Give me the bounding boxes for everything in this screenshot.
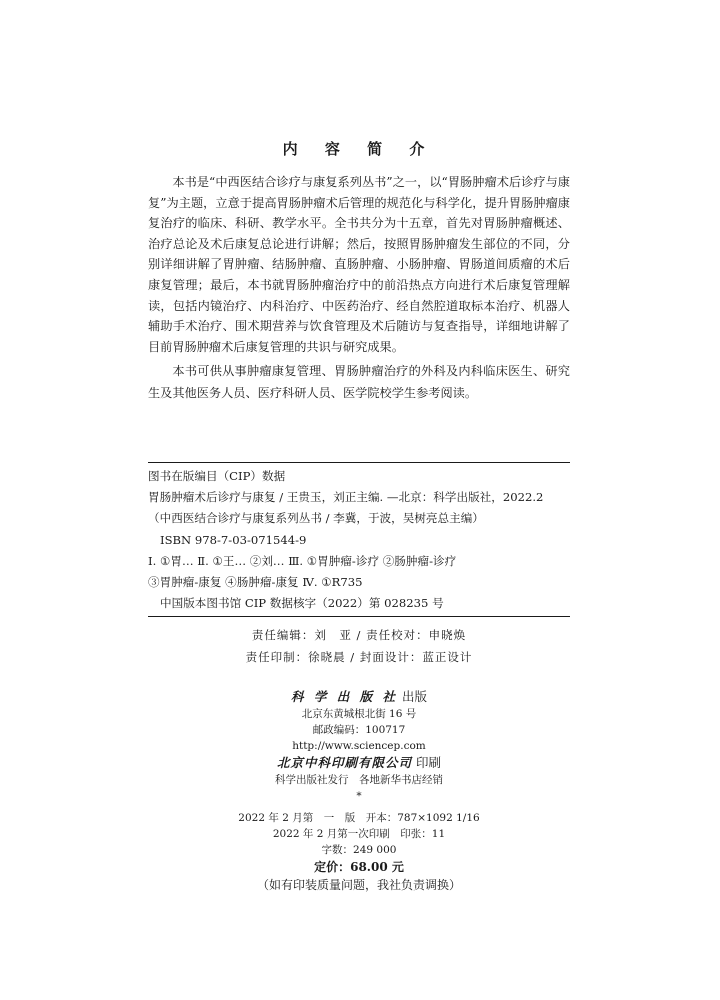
editorial-staff [148, 624, 570, 668]
publisher-postcode: 邮政编码：100717 [312, 724, 406, 736]
quality-notice: （如有印装质量问题，我社负责调换） [256, 878, 461, 892]
edition-line: 2022 年 2 月第 一 版 开本：787×1092 1/16 [238, 812, 480, 824]
publisher-url: http://www.sciencep.com [292, 740, 426, 752]
book-introduction [148, 172, 570, 404]
publisher-suffix: 出版 [401, 689, 427, 704]
page-title: 内 容 简 介 [282, 140, 436, 158]
intro-paragraph-2: 本书可供从事肿瘤康复管理、胃肠肿瘤治疗的外科及内科临床医生、研究生及其他医务人员、医疗科研人员、医学院校学生参考阅读。 [148, 364, 570, 401]
separator-star: * [356, 790, 362, 802]
word-count: 字数：249 000 [321, 844, 397, 856]
printing-line: 2022 年 2 月第一次印刷 印张：11 [272, 828, 446, 840]
publication-info [148, 688, 570, 894]
intro-paragraph-1: 本书是“中西医结合诊疗与康复系列丛书”之一，以“胃肠肿瘤术后诊疗与康复”为主题，立意于提高胃肠肿瘤术后管理的规范化与科学化，提升胃肠肿瘤康复治疗的临床、科研、教学水平。全书共分为十五章，首先对胃肠肿瘤概述、治疗总论及术后康复总论进行讲解；然后，按照胃肠肿瘤发生部位的不同，分别详细讲解了胃肿瘤、结肠肿瘤、直肠肿瘤、小肠肿瘤、胃肠道间质瘤的术后康复管理；最后，本书就胃肠肿瘤治疗中的前沿热点方向进行术后康复管理解读，包括内镜治疗、内科治疗、中医药治疗、经自然腔道取标本治疗、机器人辅助手术治疗、围术期营养与饮食管理及术后随访与复查指导，详细地讲解了目前胃肠肿瘤术后康复管理的共识与研究成果。 [148, 175, 570, 354]
publisher-address: 北京东黄城根北街 16 号 [301, 708, 417, 720]
cip-approval-number: 中国版本图书馆 CIP 数据核字（2022）第 028235 号 [160, 596, 444, 611]
publisher-line [148, 688, 570, 706]
cip-classification-2: ③胃肿瘤-康复 ④肠肿瘤-康复 Ⅳ. ①R735 [148, 574, 363, 589]
distribution-line: 科学出版社发行 各地新华书店经销 [275, 774, 443, 786]
cip-series-line: （中西医结合诊疗与康复系列丛书 / 李冀，于波，吴树亮总主编） [148, 511, 484, 526]
cip-classification-1: Ⅰ. ①胃… Ⅱ. ①王… ②刘… Ⅲ. ①胃肿瘤-诊疗 ②肠肿瘤-诊疗 [148, 553, 457, 568]
publisher-name: 科 学 出 版 社 [291, 689, 398, 704]
price: 定价：68.00 元 [314, 860, 404, 874]
staff-line-1: 责任编辑：刘 亚 / 责任校对：申晓焕 [251, 628, 467, 642]
cip-title-line: 胃肠肿瘤术后诊疗与康复 / 王贵玉，刘正主编. —北京：科学出版社，2022.2 [148, 490, 544, 505]
printer-suffix: 印刷 [415, 755, 441, 770]
cip-data-block [148, 462, 570, 617]
cip-heading: 图书在版编目（CIP）数据 [148, 469, 286, 483]
cip-isbn: ISBN 978-7-03-071544-9 [160, 532, 307, 547]
printer-line [148, 754, 570, 772]
printer-name: 北京中科印刷有限公司 [276, 755, 412, 770]
staff-line-2: 责任印制：徐晓晨 / 封面设计：蓝正设计 [245, 650, 473, 664]
